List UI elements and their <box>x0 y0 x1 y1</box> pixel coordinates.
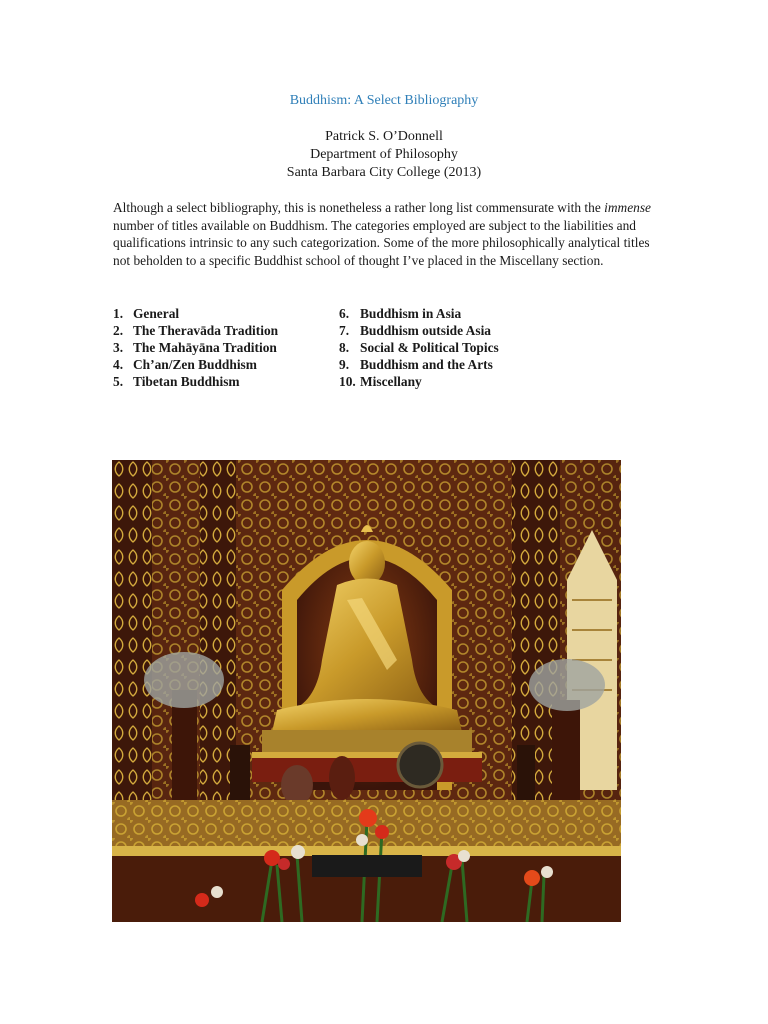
toc-item <box>339 339 633 356</box>
document-title: Buddhism: A Select Bibliography <box>289 93 479 108</box>
toc-label: Buddhism outside Asia <box>360 323 491 338</box>
toc-number: 8. <box>339 340 350 355</box>
toc-label: The Theravāda Tradition <box>133 323 279 338</box>
toc-number: 6. <box>339 306 350 321</box>
toc-label: General <box>133 306 180 321</box>
toc-item <box>339 322 633 339</box>
toc-label: Social & Political Topics <box>360 340 499 355</box>
toc-label: Buddhism in Asia <box>360 306 462 321</box>
buddha-shrine-illustration <box>112 460 621 922</box>
buddha-pedestal <box>262 730 472 754</box>
toc-item <box>339 373 633 390</box>
table-of-contents <box>113 305 633 390</box>
toc-item <box>113 373 339 390</box>
altar-placard <box>312 855 422 877</box>
toc-label: Miscellany <box>360 374 422 389</box>
intro-text-part2: number of titles available on Buddhism. The categories employed are subject to the liabilities and qualifications intrinsic to any such categorization. Some of the more philosophically analytical titles not beholden to a specific Buddhist school of thought I’ve placed in the Miscellany section. <box>113 217 650 268</box>
left-pillar <box>112 460 152 820</box>
toc-number: 7. <box>339 323 350 338</box>
author-block <box>0 128 768 182</box>
toc-label: Ch’an/Zen Buddhism <box>133 357 257 372</box>
toc-item <box>339 305 633 322</box>
toc-label: Buddhism and the Arts <box>360 357 493 372</box>
toc-item <box>113 322 339 339</box>
toc-label: Tibetan Buddhism <box>133 374 240 389</box>
toc-number: 10. <box>339 374 356 389</box>
buddha-shrine-photo <box>112 460 621 922</box>
toc-number: 5. <box>113 374 124 389</box>
toc-number: 3. <box>113 340 124 355</box>
toc-number: 1. <box>113 306 124 321</box>
toc-item <box>113 339 339 356</box>
intro-emphasis: immense <box>604 200 651 215</box>
toc-number: 4. <box>113 357 124 372</box>
intro-text-part1: Although a select bibliography, this is nonetheless a rather long list commensurate with the <box>113 200 605 215</box>
toc-number: 9. <box>339 357 350 372</box>
toc-column-right <box>339 305 633 390</box>
author-name: Patrick S. O’Donnell <box>325 129 443 144</box>
toc-number: 2. <box>113 323 124 338</box>
author-department: Department of Philosophy <box>310 147 458 162</box>
toc-column-left <box>113 305 339 390</box>
toc-item <box>339 356 633 373</box>
intro-paragraph <box>113 199 658 269</box>
toc-item <box>113 356 339 373</box>
toc-item <box>113 305 339 322</box>
toc-label: The Mahāyāna Tradition <box>133 340 277 355</box>
author-institution: Santa Barbara City College (2013) <box>286 165 482 180</box>
